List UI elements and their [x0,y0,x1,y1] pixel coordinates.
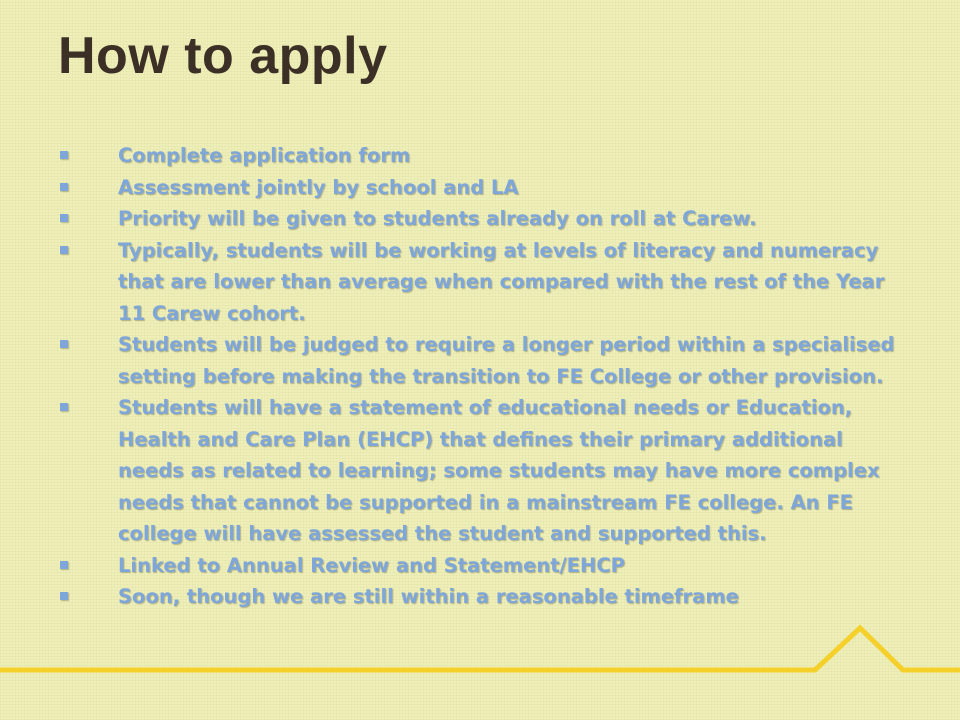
bullet-text: Students will be judged to require a longer period within a specialised setting before making the transition to FE College or other provision. [118,333,895,388]
bullet-text: Students will have a statement of educational needs or Education, Health and Care Plan (EHCP) that defines their primary additional needs as related to learning; some students may have more complex needs that cannot be supported in a mainstream FE college. An FE college will have assessed the student and supported this. [118,396,880,545]
bullet-text: Soon, though we are still within a reasonable timeframe [118,585,739,608]
slide-title: How to apply [58,27,388,85]
bullet-text: Linked to Annual Review and Statement/EHCP [118,553,625,577]
bullet-text: Priority will be given to students already on roll at Carew. [118,207,757,230]
bullet-text: Typically, students will be working at levels of literacy and numeracy that are lower than average when compared with the rest of the Year 11 Carew cohort. [118,238,885,325]
bullet-text: Complete application form [118,144,411,167]
bullet-text: Assessment jointly by school and LA [118,175,519,199]
accent-chevron-line [0,628,960,670]
